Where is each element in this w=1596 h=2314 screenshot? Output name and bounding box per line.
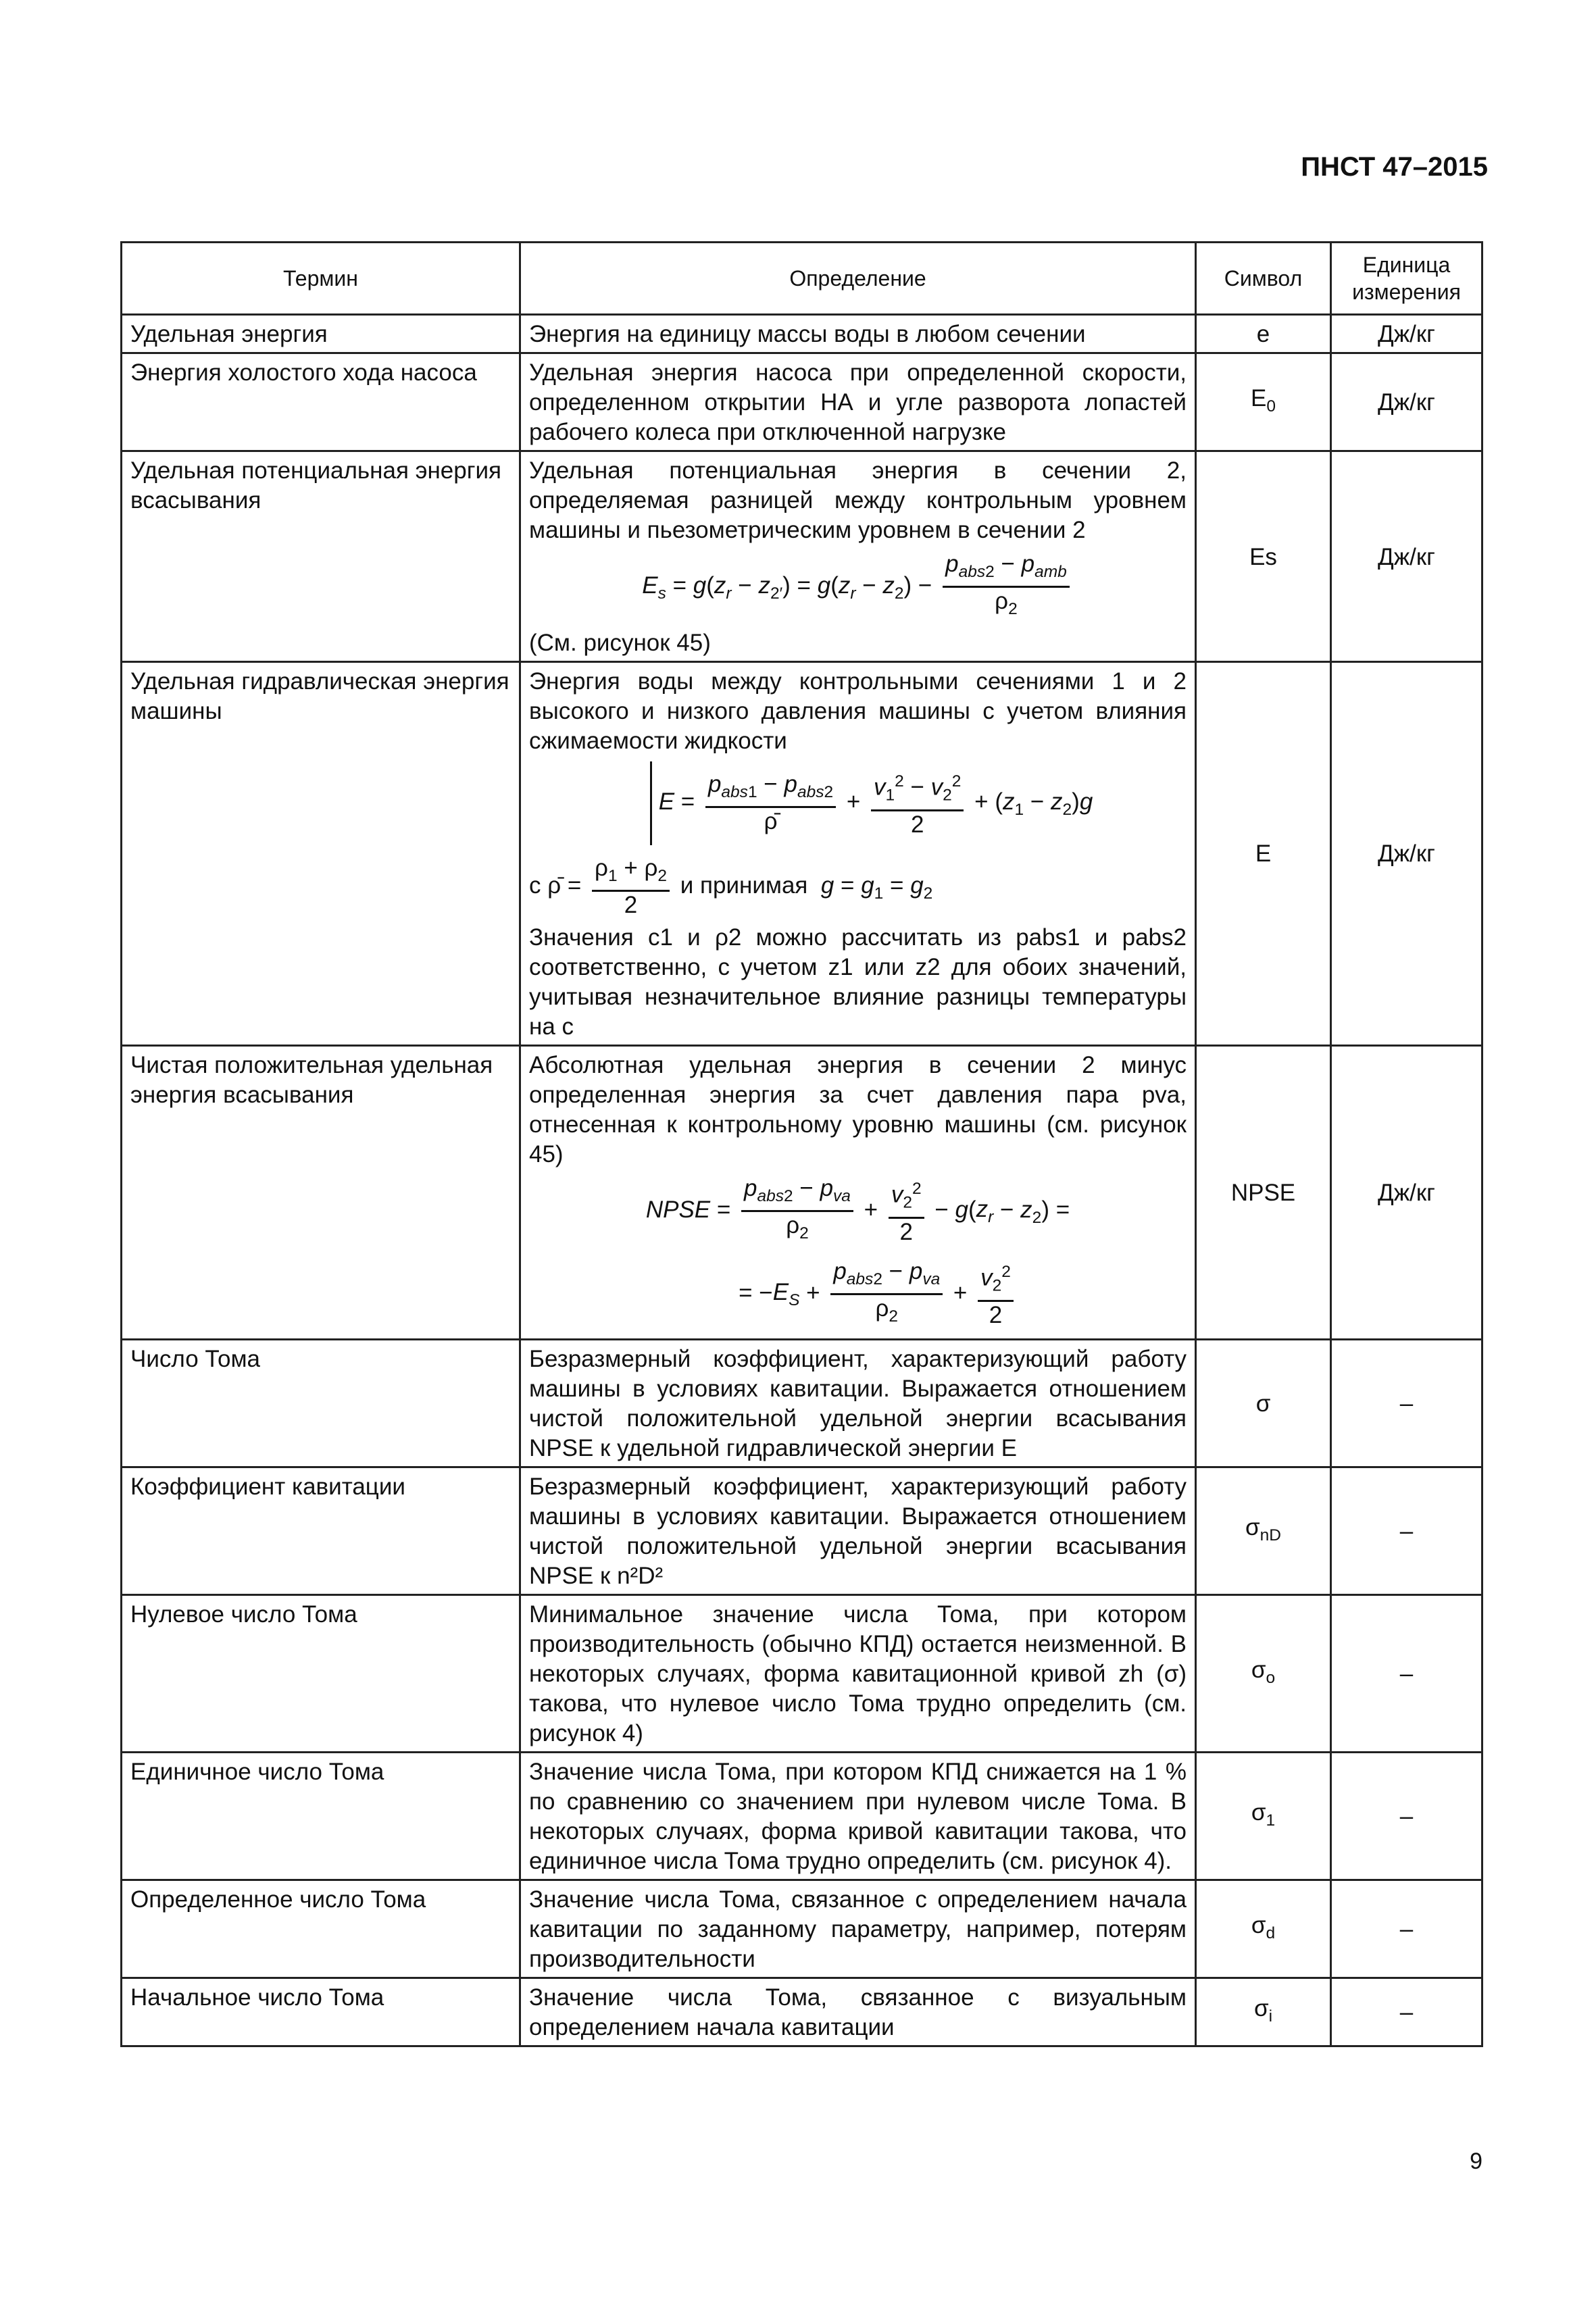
unit-cell: –	[1331, 1880, 1482, 1978]
mean-suffix: и принимая	[680, 872, 808, 899]
document-code: ПНСТ 47–2015	[1301, 152, 1488, 182]
table-row	[122, 1045, 1482, 1339]
symbol-cell: Es	[1196, 451, 1331, 662]
terms-table	[120, 241, 1483, 2047]
header-term: Термин	[122, 243, 520, 315]
term-cell: Начальное число Тома	[122, 1978, 520, 2046]
definition-text: Удельная потенциальная энергия в сечении 2, определяемая разницей между контрольным уровнем машины и пьезометрическим уровнем в сечении 2	[529, 457, 1187, 543]
unit-cell: –	[1331, 1752, 1482, 1880]
term-cell: Удельная энергия	[122, 315, 520, 353]
table-header-row	[122, 243, 1482, 315]
definition-cell: Значение числа Тома, связанное с определением начала кавитации по заданному параметру, например, потерям производительности	[520, 1880, 1196, 1978]
table-row	[122, 662, 1482, 1046]
term-cell: Единичное число Тома	[122, 1752, 520, 1880]
unit-cell: Дж/кг	[1331, 353, 1482, 451]
definition-cell	[520, 1045, 1196, 1339]
unit-cell: –	[1331, 1594, 1482, 1752]
mean-density-line: с ρ̄ = $\frac{\rho_1 + \rho_2}{2}$ и принимая $g = g_1 = g_2$	[529, 854, 933, 918]
table-row	[122, 353, 1482, 451]
definition-cell	[520, 662, 1196, 1046]
symbol-cell: $\sigma_d$	[1196, 1880, 1331, 1978]
page-number: 9	[1470, 2148, 1482, 2174]
definition-cell: Минимальное значение числа Тома, при котором производительность (обычно КПД) остается неизменной. В некоторых случаях, форма кавитационной кривой zh (σ) такова, что нулевое число Тома трудно определить (см. рисунок 4)	[520, 1594, 1196, 1752]
unit-cell: Дж/кг	[1331, 662, 1482, 1046]
symbol-cell: $\sigma_1$	[1196, 1752, 1331, 1880]
table-row	[122, 1594, 1482, 1752]
term-cell: Удельная гидравлическая энергия машины	[122, 662, 520, 1046]
figure-reference: (См. рисунок 45)	[529, 630, 711, 656]
term-cell: Определенное число Тома	[122, 1880, 520, 1978]
table-row	[122, 315, 1482, 353]
definition-note: Значения c1 и ρ2 можно рассчитать из pabs1 и pabs2 соответственно, с учетом z1 или z2 для обоих значений, учитывая незначительное влияние разницы температуры на c	[529, 924, 1187, 1040]
definition-cell	[520, 451, 1196, 662]
unit-cell: Дж/кг	[1331, 451, 1482, 662]
unit-cell: Дж/кг	[1331, 1045, 1482, 1339]
formula-hydraulic-energy: E = $\frac{p_{abs1} - p_{abs2}}{\rhō}$ + $\frac{v_1^2 - v_2^2}{2}$ + $(z_1 - z_2)g$	[529, 756, 1187, 851]
table-row	[122, 1752, 1482, 1880]
term-cell: Нулевое число Тома	[122, 1594, 520, 1752]
formula-npse-continued: = $-E_S$ + $\frac{p_{abs2} - p_{va}}{\rho_2}$ + $\frac{v_2^2}{2}$	[529, 1253, 1187, 1336]
definition-cell: Энергия на единицу массы воды в любом сечении	[520, 315, 1196, 353]
symbol-cell: σ	[1196, 1339, 1331, 1467]
symbol-cell: NPSE	[1196, 1045, 1331, 1339]
definition-text: Энергия воды между контрольными сечениями 1 и 2 высокого и низкого давления машины с учетом влияния сжимаемости жидкости	[529, 668, 1187, 754]
definition-text: Абсолютная удельная энергия в сечении 2 минус определенная энергия за счет давления пара pva, отнесенная к контрольному уровню машины (см. рисунок 45)	[529, 1051, 1187, 1167]
table-row	[122, 1467, 1482, 1594]
unit-cell: Дж/кг	[1331, 315, 1482, 353]
symbol-cell: e	[1196, 315, 1331, 353]
definition-cell: Значение числа Тома, связанное с визуальным определением начала кавитации	[520, 1978, 1196, 2046]
term-cell: Удельная потенциальная энергия всасывания	[122, 451, 520, 662]
symbol-cell: $\sigma_{nD}$	[1196, 1467, 1331, 1594]
symbol-cell: $E_0$	[1196, 353, 1331, 451]
definition-cell: Безразмерный коэффициент, характеризующий работу машины в условиях кавитации. Выражается отношением чистой положительной удельной энергии всасывания NPSE к удельной гидравлической энергии E	[520, 1339, 1196, 1467]
definition-cell: Удельная энергия насоса при определенной скорости, определенном открытии НА и угле разворота лопастей рабочего колеса при отключенной нагрузке	[520, 353, 1196, 451]
mean-prefix: с	[529, 872, 541, 899]
term-cell: Число Тома	[122, 1339, 520, 1467]
term-cell: Коэффициент кавитации	[122, 1467, 520, 1594]
symbol-cell: $\sigma_i$	[1196, 1978, 1331, 2046]
formula-specific-potential-energy: $E_s = g(z_r - z_{2'}) = g(z_r - z_2)$ − $\frac{p_{abs2} - p_{amb}}{\rho_2}$	[529, 545, 1187, 628]
term-cell: Чистая положительная удельная энергия всасывания	[122, 1045, 520, 1339]
symbol-cell: E	[1196, 662, 1331, 1046]
unit-cell: –	[1331, 1467, 1482, 1594]
formula-npse: NPSE = $\frac{p_{abs2} - p_{va}}{\rho_2}$ + $\frac{v_2^2}{2}$ − $g(z_r - z_2)$ =	[645, 1174, 1070, 1245]
definition-cell: Значение числа Тома, при котором КПД снижается на 1 % по сравнению со значением при нулевом числе Тома. В некоторых случаях, форма кривой кавитации такова, что единичное числа Тома трудно определить (см. рисунок 4).	[520, 1752, 1196, 1880]
unit-cell: –	[1331, 1978, 1482, 2046]
table-row	[122, 1339, 1482, 1467]
definition-cell: Безразмерный коэффициент, характеризующий работу машины в условиях кавитации. Выражается отношением чистой положительной удельной энергии всасывания NPSE к n²D²	[520, 1467, 1196, 1594]
table-row	[122, 451, 1482, 662]
header-definition: Определение	[520, 243, 1196, 315]
term-cell: Энергия холостого хода насоса	[122, 353, 520, 451]
unit-cell: –	[1331, 1339, 1482, 1467]
header-symbol: Символ	[1196, 243, 1331, 315]
symbol-cell: $\sigma_o$	[1196, 1594, 1331, 1752]
header-unit: Единица измерения	[1331, 243, 1482, 315]
table-row	[122, 1880, 1482, 1978]
table-row	[122, 1978, 1482, 2046]
